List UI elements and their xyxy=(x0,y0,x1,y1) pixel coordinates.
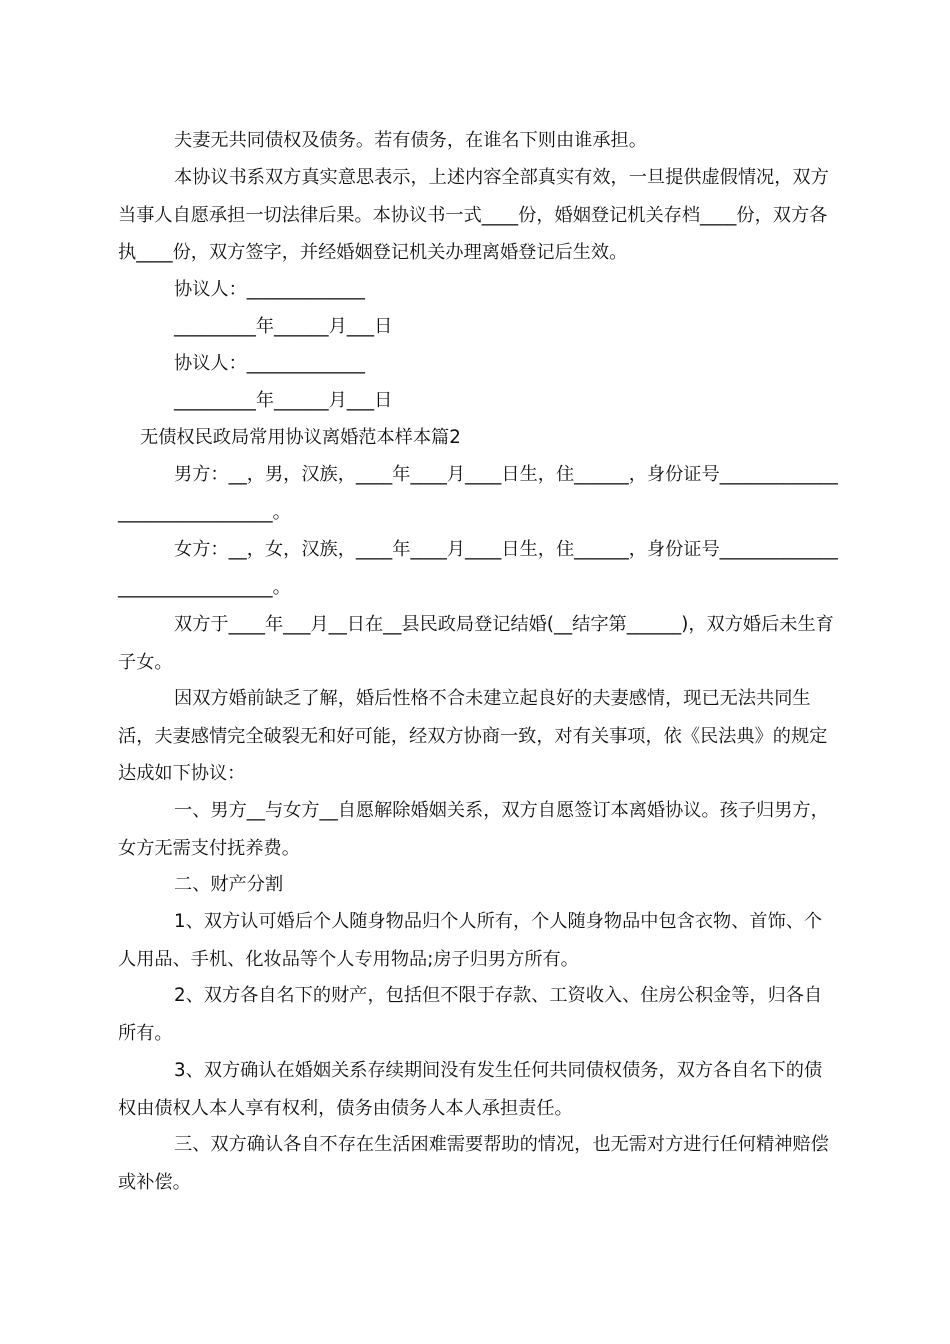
section-title: 无债权民政局常用协议离婚范本样本篇2 xyxy=(140,427,461,448)
paragraph-marriage-registration: 双方于____年___月__日在__县民政局登记结婚(__结字第______)，双方婚后未生育子女。 xyxy=(118,614,834,673)
paragraph-agreement-validity: 本协议书系双方真实意思表示，上述内容全部真实有效，一旦提供虚假情况，双方当事人自愿承担一切法律后果。本协议书一式____份，婚姻登记机关存档____份，双方各执____份，双方签字，并经婚姻登记机关办理离婚登记后生效。 xyxy=(118,167,829,263)
clause-2-heading: 二、财产分割 xyxy=(174,874,284,895)
clause-2-item-2: 2、双方各自名下的财产，包括但不限于存款、工资收入、住房公积金等，归各自所有。 xyxy=(118,985,823,1044)
signature-date-line: _________年______月___日 xyxy=(174,316,393,337)
paragraph-male-party: 男方：__，男，汉族，____年____月____日生，住______，身份证号______________________________。 xyxy=(118,464,838,523)
clause-2-item-3: 3、双方确认在婚姻关系存续期间没有发生任何共同债权债务，双方各自名下的债权由债权人本人享有权利，债务由债务人本人承担责任。 xyxy=(118,1060,823,1119)
clause-2-item-1: 1、双方认可婚后个人随身物品归个人所有，个人随身物品中包含衣物、首饰、个人用品、手机、化妆品等个人专用物品;房子归男方所有。 xyxy=(118,911,823,970)
signature-line-party: 协议人：_____________ xyxy=(174,279,365,300)
paragraph-debt-ownership: 夫妻无共同债权及债务。若有债务，在谁名下则由谁承担。 xyxy=(174,130,647,151)
clause-1-dissolution: 一、男方__与女方__自愿解除婚姻关系，双方自愿签订本离婚协议。孩子归男方，女方无需支付抚养费。 xyxy=(118,800,829,859)
signature-line-party: 协议人：_____________ xyxy=(174,353,365,374)
paragraph-female-party: 女方：__，女，汉族，____年____月____日生，住______，身份证号______________________________。 xyxy=(118,539,838,598)
clause-3-no-compensation: 三、双方确认各自不存在生活困难需要帮助的情况，也无需对方进行任何精神赔偿或补偿。 xyxy=(118,1134,829,1193)
paragraph-divorce-reason: 因双方婚前缺乏了解，婚后性格不合未建立起良好的夫妻感情，现已无法共同生活，夫妻感情完全破裂无和好可能，经双方协商一致，对有关事项，依《民法典》的规定达成如下协议： xyxy=(118,688,828,784)
signature-date-line: _________年______月___日 xyxy=(174,390,393,411)
